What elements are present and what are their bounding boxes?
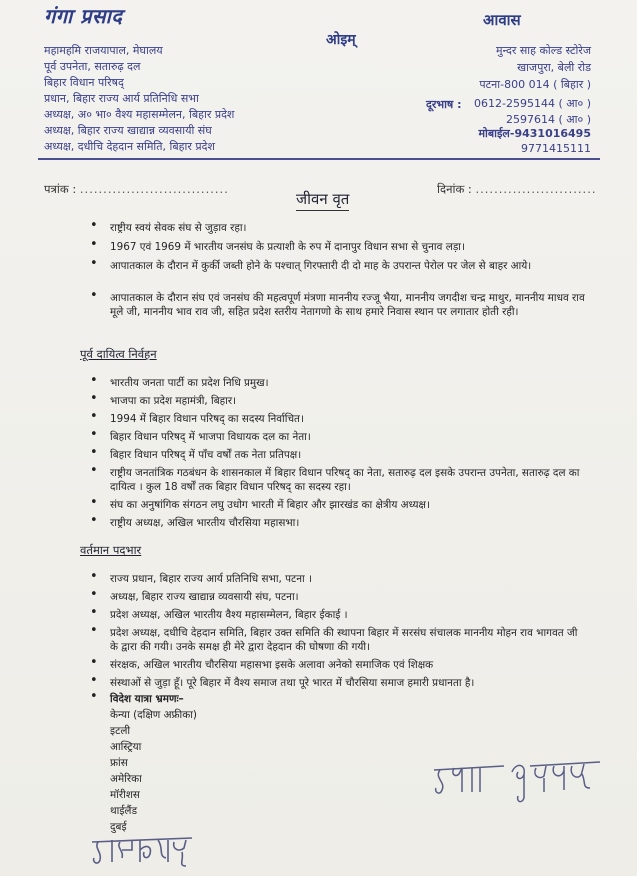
country-item: फ्रांस [110, 757, 128, 769]
past-item: बिहार विधान परिषद् में भाजपा विधायक दल का नेता। [110, 431, 311, 443]
address-line-1: मुन्दर साह कोल्ड स्टोरेज [496, 44, 591, 57]
bio-item: राष्ट्रीय स्वयं सेवक संघ से जुड़ाव रहा। [110, 222, 247, 234]
reference-field [44, 182, 229, 197]
past-item: भाजपा का प्रदेश महामंत्री, बिहार। [110, 395, 237, 407]
current-item: राज्य प्रधान, बिहार राज्य आर्य प्रतिनिधि सभा, पटना । [110, 573, 312, 585]
country-item: आस्ट्रिया [110, 741, 142, 753]
past-item: भारतीय जनता पार्टी का प्रदेश निधि प्रमुख। [110, 377, 269, 389]
letterhead-title-2: पूर्व उपनेता, सतारुढ़ दल [44, 60, 141, 73]
letterhead-title-4: प्रधान, बिहार राज्य आर्य प्रतिनिधि सभा [44, 92, 199, 105]
phone-number-1: 0612-2595144 ( आ० ) [474, 97, 591, 110]
reference-dots: ................................ [79, 182, 229, 196]
residence-title: आवास [483, 11, 521, 29]
letterhead-title-5: अध्यक्ष, अ० भा० वैश्य महासम्मेलन, बिहार प्रदेश [44, 108, 235, 121]
letterhead-title-1: महामहमि राजयापाल, मेघालय [44, 44, 163, 57]
past-item: 1994 में बिहार विधान परिषद् का सदस्य निर्वाचित। [110, 413, 304, 425]
handwritten-singapore [88, 828, 198, 870]
letterhead-title-6: अध्यक्ष, बिहार राज्य खाद्यान्न व्यवसायी संघ [44, 124, 212, 137]
current-item: प्रदेश अध्यक्ष, अखिल भारतीय वैश्य महासम्मेलन, बिहार ईकाई । [110, 609, 348, 621]
letterhead-title-7: अध्यक्ष, दधीचि देहदान समिति, बिहार प्रदेश [44, 140, 215, 153]
past-item: राष्ट्रीय अध्यक्ष, अखिल भारतीय चौरसिया महासभा। [110, 517, 300, 529]
bio-item: आपातकाल के दौरान में कुर्की जब्ती होने के पश्चात् गिरफ्तारी दी दो माह के उपरान्त पेरोल पर जेल से बाहर आये। [110, 260, 532, 272]
reference-label: पत्रांक : [44, 182, 77, 196]
bullet: • [90, 218, 98, 233]
bullet: • [90, 409, 98, 424]
past-item: राष्ट्रीय जनतांत्रिक गठबंधन के शासनकाल में बिहार विधान परिषद् का नेता, सतारुढ़ दल इसके उपरान्त उपनेता, सतारुढ़ दल का दायित्व । कुल 18 वर्षों तक बिहार विधान परिषद् का सदस्य रहा। [110, 467, 580, 493]
country-item: दुबई [110, 821, 127, 833]
past-item: बिहार विधान परिषद् में पाँच वर्षों तक नेता प्रतिपक्ष। [110, 449, 302, 461]
bullet: • [90, 569, 98, 584]
section-heading-past: पूर्व दायित्व निर्वहन [80, 347, 157, 361]
bullet: • [90, 513, 98, 528]
current-item: प्रदेश अध्यक्ष, दधीचि देहदान समिति, बिहार उक्त समिति की स्थापना बिहार में सरसंघ संचालक माननीय मोहन राव भागवत जी के द्वारा की गयी। उनके समक्ष ही मेरे द्वारा देहदान की घोषणा की गयी। [110, 627, 578, 653]
bullet: • [90, 463, 98, 478]
bullet: • [90, 256, 98, 271]
country-item: इटली [110, 725, 131, 737]
phone-label: दूरभाष : [426, 98, 462, 111]
letterhead-title-3: बिहार विधान परिषद् [44, 76, 124, 89]
bullet: • [90, 587, 98, 602]
bullet: • [90, 655, 98, 670]
bullet: • [90, 495, 98, 510]
mobile-number: मोबाईल-9431016495 [478, 127, 591, 140]
country-item: अमेरिका [110, 773, 142, 785]
address-line-2: खाजपुरा, बेली रोड [517, 61, 591, 74]
country-item: मॉरीशस [110, 789, 140, 801]
date-label: दिनांक : [437, 182, 472, 196]
bullet: • [90, 445, 98, 460]
bullet: • [90, 673, 98, 688]
bio-item: 1967 एवं 1969 में भारतीय जनसंघ के प्रत्याशी के रुप में दानापुर विधान सभा से चुनाव लड़ा। [110, 241, 465, 253]
phone-number-2: 2597614 ( आ० ) [505, 113, 591, 126]
letterhead-om: ओइम् [326, 32, 356, 48]
mobile-number-2: 9771415111 [521, 142, 591, 155]
past-item: संघ का अनुषांगिक संगठन लघु उधोग भारती में बिहार और झारखंड का क्षेत्रीय अध्यक्ष। [110, 499, 430, 511]
bullet: • [90, 391, 98, 406]
country-item: केन्या (दक्षिण अफ्रीका) [110, 709, 197, 721]
country-item: थाईलैंड [110, 805, 138, 817]
date-field [437, 182, 597, 197]
current-item: अध्यक्ष, बिहार राज्य खाद्यान्न व्यवसायी संघ, पटना। [110, 591, 299, 603]
document-title: जीवन वृत [296, 189, 349, 211]
bullet: • [90, 237, 98, 252]
section-heading-current: वर्तमान पदभार [80, 543, 142, 557]
address-line-3: पटना-800 014 ( बिहार ) [479, 78, 591, 91]
bullet: • [90, 605, 98, 620]
foreign-travel-heading: विदेश यात्रा भ्रमणः– [110, 693, 184, 705]
bullet: • [90, 288, 98, 303]
bio-item: आपातकाल के दौरान संघ एवं जनसंघ की महत्वपूर्ण मंत्रणा माननीय रज्जू भैया, माननीय जगदीश चन्द्र माथुर, माननीय माधव राव मूले जी, माननीय भाव राव जी, सहित प्रदेश स्तरीय नेतागणो के साथ हमारे निवास स्थान पर लगातार होती रही। [110, 292, 585, 318]
letterhead-divider [38, 158, 600, 160]
bullet: • [90, 689, 98, 704]
bullet: • [90, 373, 98, 388]
current-item: संस्थाओं से जुड़ा हूँ। पूरे बिहार में वैश्य समाज तथा पूरे भारत में चौरसिया समाज हमारी प्रधानता है। [110, 677, 475, 689]
current-item: संरक्षक, अखिल भारतीय चौरसिया महासभा इसके अलावा अनेको समाजिक एवं शिक्षक [110, 659, 434, 671]
letterhead-name: गंगा प्रसाद [44, 4, 123, 28]
signature [432, 758, 602, 810]
date-dots: .......................... [475, 182, 597, 196]
bullet: • [90, 623, 98, 638]
bullet: • [90, 427, 98, 442]
